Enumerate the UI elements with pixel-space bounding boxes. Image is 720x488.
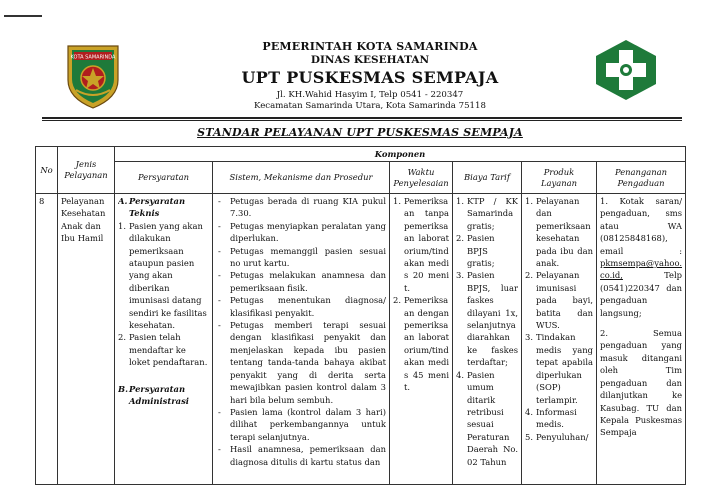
list-item: - Petugas menentukan diagnosa/ klasifikasi penyakit. <box>216 294 386 319</box>
list-item: - Petugas melakukan anamnesa dan pemeriksaan fisik. <box>216 269 386 294</box>
complaint-handling-text: 2. Semua pengaduan yang masuk ditangani oleh Tim pengaduan dan dilanjutkan ke Kasubag. TU dan Kepala Puskesmas Sempaja <box>600 328 683 438</box>
header-jenis-pelayanan: Jenis Pelayanan <box>58 147 115 194</box>
header-no: No <box>36 147 58 194</box>
header-sistem: Sistem, Mekanisme dan Prosedur <box>213 162 390 194</box>
letterhead-government: PEMERINTAH KOTA SAMARINDA <box>262 40 478 53</box>
service-standard-table <box>35 146 686 485</box>
list-item: 2. Pemeriksaan dengan pemeriksaan laboratorium/tindakan medis 45 menit. <box>393 295 449 393</box>
cell-produk <box>522 194 597 485</box>
letterhead-address: Jl. KH.Wahid Hasyim I, Telp 0541 - 220347 <box>276 89 464 100</box>
complaint-channels-text: 1. Kotak saran/ pengaduan, sms atau WA (08125848168), email : <box>600 196 683 256</box>
list-item: 4. Informasi medis. <box>525 406 577 430</box>
letterhead-district: Kecamatan Samarinda Utara, Kota Samarinda 75118 <box>254 100 486 111</box>
persyaratan-b-heading: B. Persyaratan Administrasi <box>118 383 189 407</box>
letterhead-unit: UPT PUSKESMAS SEMPAJA <box>241 67 499 87</box>
email-link[interactable]: pkmsempa@yahoo.co.id, <box>600 258 683 281</box>
list-item: - Hasil anamnesa, pemeriksaan dan diagnosa ditulis di kartu status dan <box>216 443 386 468</box>
svg-text:KOTA SAMARINDA: KOTA SAMARINDA <box>70 54 116 61</box>
list-item: 1. Pasien yang akan dilakukan pemeriksaan ataupun pasien yang akan diberikan imunisasi datang sendiri ke fasilitas kesehatan. <box>118 220 207 331</box>
cell-waktu <box>390 194 453 485</box>
cell-no: 8 <box>36 194 58 485</box>
letterhead-department: DINAS KESEHATAN <box>310 53 430 66</box>
letterhead-rule-thin <box>42 120 682 121</box>
header-persyaratan: Persyaratan <box>115 162 213 194</box>
table-row <box>36 194 686 485</box>
list-item: 2. Pasien BPJS gratis; <box>456 233 495 269</box>
list-item: - Petugas berada di ruang KIA pukul 7.30. <box>216 195 386 220</box>
list-item: 3. Pasien BPJS, luar faskes dilayani 1x, selanjutnya diarahkan ke faskes terdaftar; <box>456 270 518 368</box>
cell-jenis: Pelayanan Kesehatan Anak dan Ibu Hamil <box>58 194 115 485</box>
list-item: - Pasien lama (kontrol dalam 3 hari) dilihat perkembangannya untuk terapi selanjutnya. <box>216 406 386 443</box>
letterhead-rule <box>42 117 682 119</box>
list-item: 1. KTP / KK Samarinda gratis; <box>456 196 518 231</box>
cell-penanganan <box>597 194 686 485</box>
city-emblem-logo <box>62 40 124 110</box>
complaint-phone-text: Telp (0541)220347 dan pengaduan langsung; <box>600 270 683 318</box>
list-item: 3. Tindakan medis yang tepat apabila diperlukan (SOP) terlampir. <box>525 332 593 405</box>
cell-persyaratan <box>115 194 213 485</box>
letterhead <box>200 40 540 111</box>
list-item: 1. Pemeriksaan tanpa pemeriksaan laboratorium/tindakan medis 20 menit. <box>393 196 449 293</box>
page-mark <box>4 15 42 17</box>
cell-biaya <box>453 194 522 485</box>
list-item: 2. Pasien telah mendaftar ke loket pendaftaran. <box>118 332 208 368</box>
header-komponen: Komponen <box>115 147 686 162</box>
cell-sistem <box>213 194 390 485</box>
header-produk: Produk Layanan <box>522 162 597 194</box>
list-item: - Petugas menyiapkan peralatan yang diperlukan. <box>216 220 386 245</box>
header-waktu: Waktu Penyelesaian <box>390 162 453 194</box>
document-title: STANDAR PELAYANAN UPT PUSKESMAS SEMPAJA <box>197 126 523 139</box>
list-item: 1. Pelayanan dan pemeriksaan kesehatan pada ibu dan anak. <box>525 196 593 269</box>
list-item: - Petugas memanggil pasien sesuai no urut kartu. <box>216 245 386 270</box>
header-penanganan: Penanganan Pengaduan <box>597 162 686 194</box>
persyaratan-a-heading: A. Persyaratan Teknis <box>118 196 186 219</box>
header-biaya: Biaya Tarif <box>453 162 522 194</box>
list-item: 4. Pasien umum ditarik retribusi sesuai Peraturan Daerah No. 02 Tahun <box>456 369 518 467</box>
list-item: 5. Penyuluhan/ <box>525 431 589 442</box>
list-item: - Petugas memberi terapi sesuai dengan klasifikasi penyakit dan menjelaskan kepada ibu pasien tentang tanda-tanda bahaya akibat penyakit yang di derita serta mewajibkan pasien kontrol dalam 3 hari bila belum sembuh. <box>216 319 386 406</box>
puskesmas-logo <box>592 38 660 102</box>
list-item: 2. Pelayanan imunisasi pada bayi, batita dan WUS. <box>525 270 593 331</box>
